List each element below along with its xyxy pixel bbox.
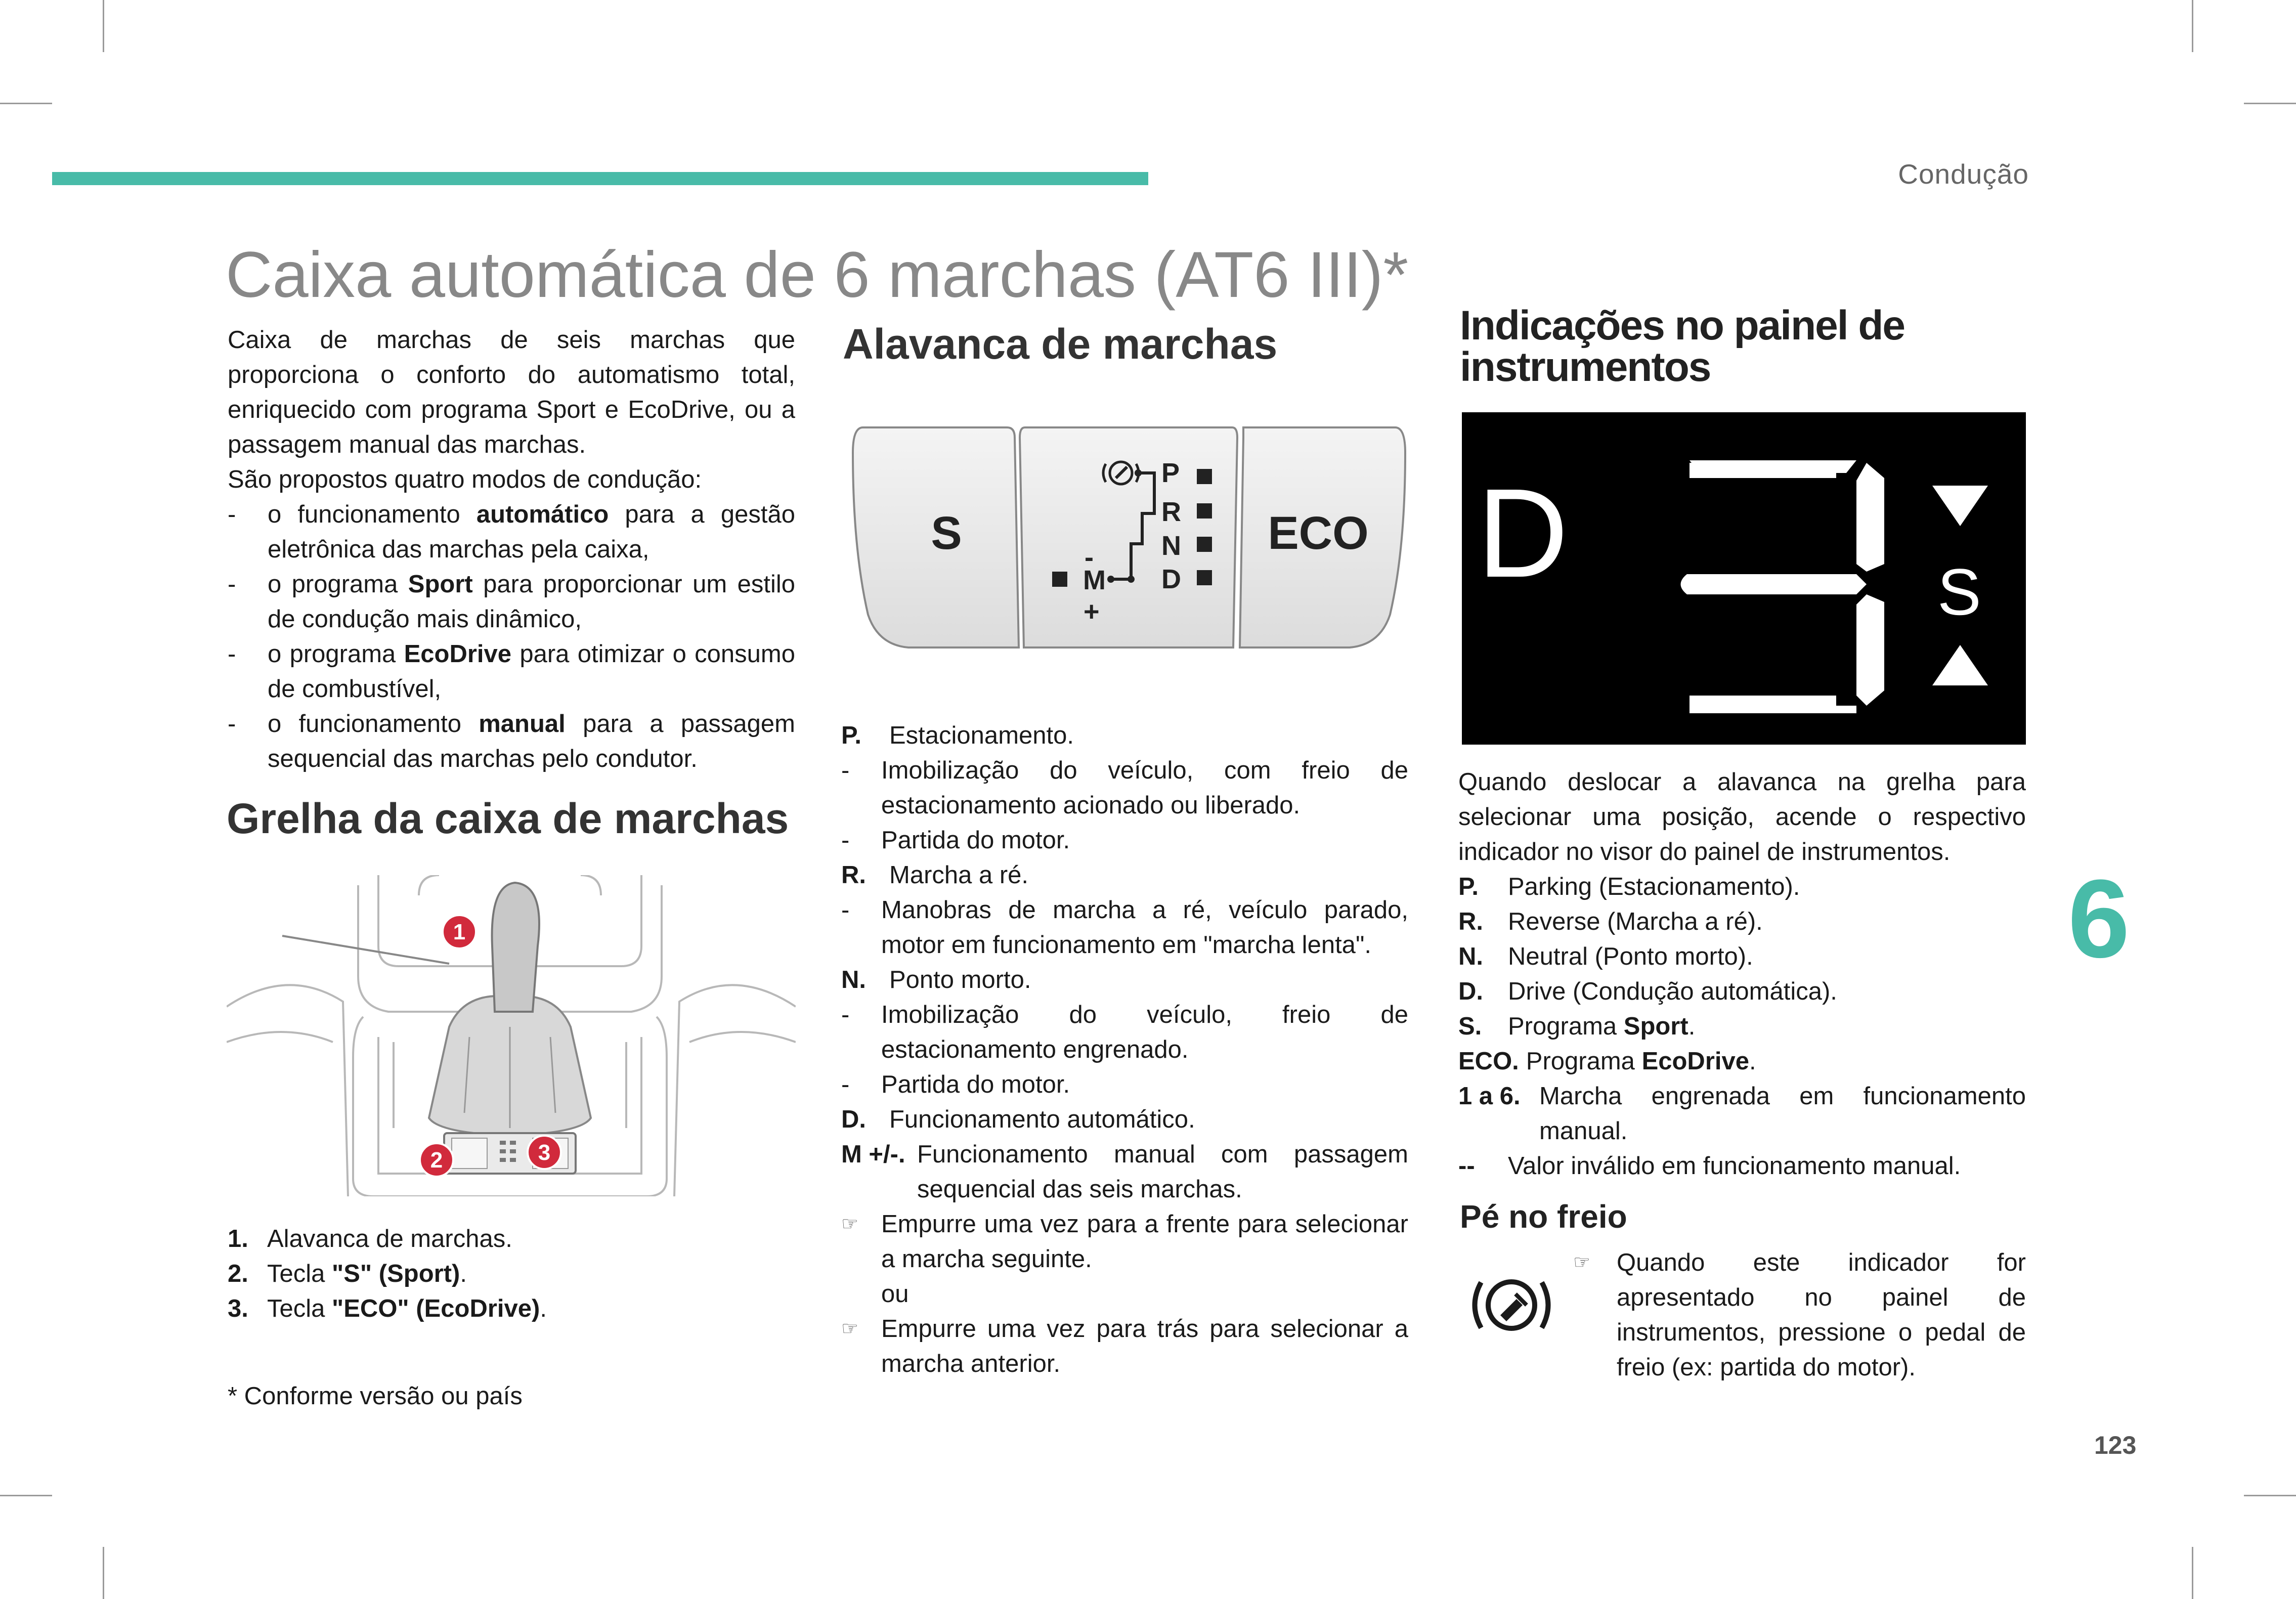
gear-entry: R. Marcha a ré. (841, 861, 1029, 889)
list-item: - o programa EcoDrive para otimizar o consumo de combustível, (228, 640, 795, 703)
header-accent-bar (52, 172, 1148, 185)
eco-button-label: ECO (1268, 507, 1369, 559)
pe-no-freio-text: ☞ Quando este indicador for apresentado no painel de instrumentos, pressione o pedal de freio (ex: partida do motor). (1573, 1245, 2026, 1385)
crop-mark (2192, 0, 2193, 52)
foot-on-brake-icon (1466, 1270, 1557, 1341)
gear-detail: - Manobras de marcha a ré, veículo parado, motor em funcionamento em "marcha lenta". (841, 896, 1408, 959)
legend-item: 3. Tecla "ECO" (EcoDrive). (228, 1295, 547, 1322)
gear-lever (492, 883, 539, 1012)
crop-mark (0, 103, 52, 104)
indicator-entry: R. Reverse (Marcha a ré). (1458, 908, 1763, 935)
intro-section (228, 323, 795, 776)
indicator-entry: D. Drive (Condução automática). (1458, 978, 1837, 1005)
gear-n-label: N (1161, 531, 1181, 561)
gear-r-label: R (1161, 497, 1181, 527)
pe-no-freio-heading: Pé no freio (1460, 1198, 1627, 1235)
list-item: - o programa Sport para proporcionar um estilo de condução mais dinâmico, (228, 571, 795, 633)
sport-button-label: S (931, 507, 962, 559)
display-sport-indicator: S (1937, 555, 1981, 629)
page-number: 123 (2094, 1431, 2137, 1459)
manual-minus-label: - (1085, 542, 1094, 573)
list-item: - o funcionamento automático para a gestão eletrônica das marchas pela caixa, (228, 501, 795, 563)
crop-mark (103, 1547, 104, 1599)
gear-detail: - Imobilização do veículo, com freio de estacionamento acionado ou liberado. (841, 757, 1408, 819)
gear-entry: N. Ponto morto. (841, 966, 1031, 993)
legend-item: 2. Tecla "S" (Sport). (228, 1260, 467, 1287)
gear-down-arrow-icon (1932, 645, 1988, 685)
alavanca-entries (841, 718, 1408, 1381)
indicacoes-entries (1458, 765, 2026, 1184)
or-text: ou (881, 1280, 909, 1308)
intro-paragraph: Caixa de marchas de seis marchas que proporciona o conforto do automatismo total, enriquecido com programa Sport e EcoDrive, ou a passagem manual das marchas. (228, 326, 795, 458)
gear-up-arrow-icon (1932, 486, 1988, 526)
pointing-hand-icon: ☞ (1573, 1252, 1591, 1273)
gear-console-illustration (227, 875, 796, 1196)
grelha-heading: Grelha da caixa de marchas (227, 795, 789, 842)
instrument-display-graphic (1462, 412, 2026, 745)
list-item: - o funcionamento manual para a passagem sequencial das marchas pelo condutor. (228, 710, 795, 772)
gear-detail: - Partida do motor. (841, 827, 1070, 854)
crop-mark (2244, 1495, 2296, 1496)
chapter-number: 6 (2068, 856, 2130, 981)
pointing-hand-icon: ☞ (841, 1318, 859, 1339)
indicator-entry: S. Programa Sport. (1458, 1013, 1696, 1040)
alavanca-heading: Alavanca de marchas (843, 320, 1278, 368)
gear-detail: ☞ Empurre uma vez para trás para selecionar a marcha anterior. (841, 1312, 1408, 1381)
crop-mark (2192, 1547, 2193, 1599)
crop-mark (103, 0, 104, 52)
display-gear-digit (1681, 460, 1885, 713)
manual-m-label: M (1083, 565, 1106, 595)
display-mode-indicator: D (1477, 462, 1569, 603)
gear-selector-panel (848, 422, 1410, 655)
indicator-entry: 1 a 6. Marcha engrenada em funcionamento manual. (1458, 1083, 2026, 1145)
indicator-entry: N. Neutral (Ponto morto). (1458, 943, 1753, 970)
indicacoes-heading: Indicações no painel de instrumentos (1460, 302, 1905, 390)
gear-entry: D. Funcionamento automático. (841, 1106, 1195, 1133)
page-title: Caixa automática de 6 marchas (AT6 III)* (226, 239, 1409, 311)
section-title: Condução (1898, 158, 2029, 190)
gear-entry: M +/-. Funcionamento manual com passagem sequencial das seis marchas. (841, 1141, 1408, 1203)
indicator-entry: P. Parking (Estacionamento). (1458, 873, 1800, 900)
callout-label: 3 (538, 1140, 551, 1165)
gear-entry: P. Estacionamento. (841, 722, 1074, 749)
indicator-entry: ECO. Programa EcoDrive. (1458, 1048, 1756, 1075)
crop-mark (2244, 103, 2296, 104)
pointing-hand-icon: ☞ (841, 1214, 859, 1235)
callout-label: 1 (453, 920, 466, 944)
grelha-legend (228, 1222, 795, 1326)
footnote: * Conforme versão ou país (228, 1382, 523, 1410)
gear-detail: - Partida do motor. (841, 1071, 1070, 1098)
manual-plus-label: + (1084, 596, 1100, 627)
callout-label: 2 (430, 1148, 443, 1173)
indicacoes-intro: Quando deslocar a alavanca na grelha para selecionar uma posição, acende o respectivo indicador no visor do painel de instrumentos. (1458, 768, 2026, 866)
crop-mark (0, 1495, 52, 1496)
gear-detail: ☞ Empurre uma vez para a frente para selecionar a marcha seguinte. (841, 1207, 1408, 1277)
gear-d-label: D (1161, 564, 1181, 594)
gear-detail: - Imobilização do veículo, freio de estacionamento engrenado. (841, 1001, 1408, 1063)
gear-p-label: P (1161, 458, 1180, 488)
legend-item: 1. Alavanca de marchas. (228, 1225, 512, 1252)
intro-lead: São propostos quatro modos de condução: (228, 466, 702, 493)
indicator-entry: -- Valor inválido em funcionamento manual. (1458, 1152, 1961, 1180)
